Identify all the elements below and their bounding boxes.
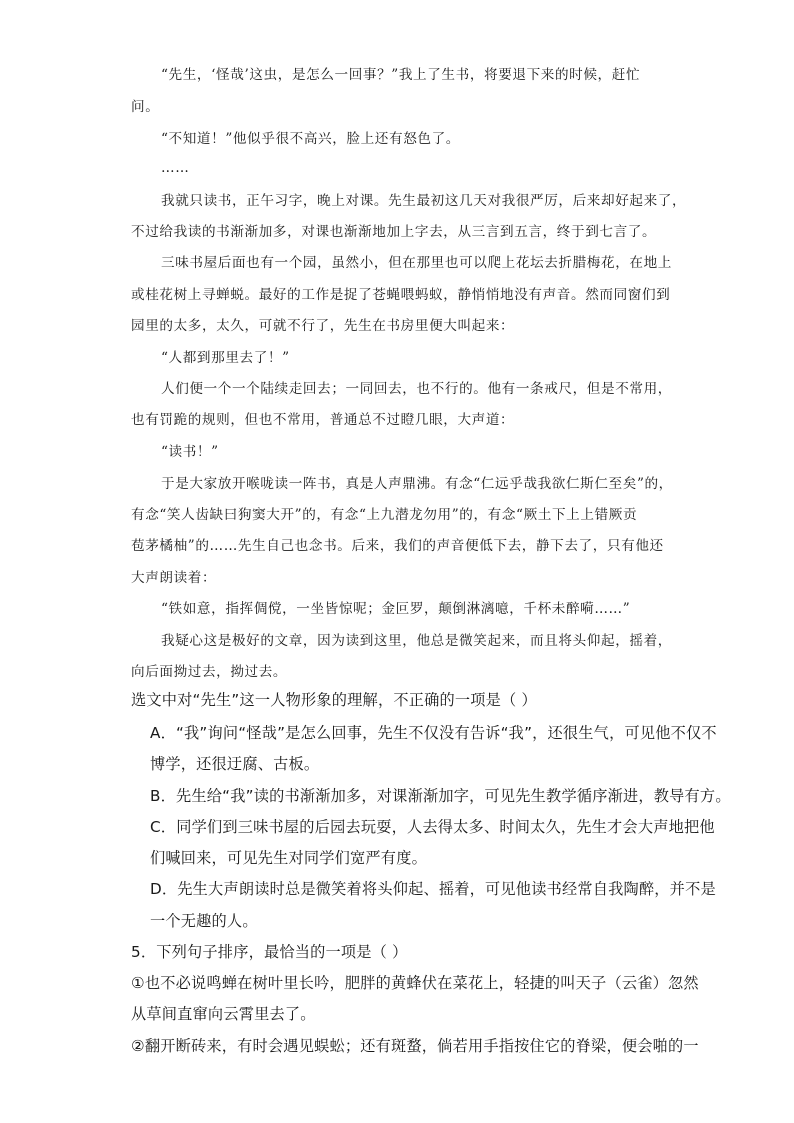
option-c: C．同学们到三味书屋的后园去玩耍，人去得太多、时间太久，先生才会大声地把他 [150, 818, 715, 836]
question-5-stem: 5．下列句子排序，最恰当的一项是（ ） [131, 943, 408, 961]
sentence-2: ②翻开断砖来，有时会遇见蜈蚣；还有斑蝥，倘若用手指按住它的脊梁，便会啪的一 [131, 1037, 699, 1055]
sentence-1: ①也不必说鸣蝉在树叶里长吟，肥胖的黄蜂伏在菜花上，轻捷的叫天子（云雀）忽然 [131, 974, 699, 992]
passage-line: “先生，‘怪哉’这虫，是怎么一回事？”我上了生书，将要退下来的时候，赶忙 [161, 67, 641, 83]
passage-line: 我就只读书，正午习字，晚上对课。先生最初这几天对我很严厉，后来却好起来了， [161, 193, 687, 209]
passage-line: 于是大家放开喉咙读一阵书，真是人声鼎沸。有念“仁远乎哉我欲仁斯仁至矣”的， [161, 476, 673, 492]
passage-line: 问。 [131, 99, 160, 115]
passage-line: 苞茅橘柚”的……先生自己也念书。后来，我们的声音便低下去，静下去了，只有他还 [131, 538, 664, 554]
passage-line: 我疑心这是极好的文章，因为读到这里，他总是微笑起来，而且将头仰起，摇着， [161, 633, 672, 649]
passage-line: …… [161, 160, 190, 176]
option-d-continued: 一个无趣的人。 [150, 912, 258, 930]
option-c-continued: 们喊回来，可见先生对同学们宽严有度。 [150, 849, 427, 867]
passage-line: “铁如意，指挥倜傥，一坐皆惊呢；金叵罗，颠倒淋漓噫，千杯未醉嗬……” [161, 601, 631, 617]
option-a-continued: 博学，还很迂腐、古板。 [150, 755, 320, 773]
passage-line: 也有罚跪的规则，但也不常用，普通总不过瞪几眼，大声道： [131, 412, 515, 428]
passage-line: 三味书屋后面也有一个园，虽然小，但在那里也可以爬上花坛去折腊梅花，在地上 [161, 255, 672, 271]
passage-line: 园里的太多，太久，可就不行了，先生在书房里便大叫起来： [131, 318, 515, 334]
passage-line: “读书！” [161, 444, 219, 460]
option-d: D．先生大声朗读时总是微笑着将头仰起、摇着，可见他读书经常自我陶醉，并不是 [150, 880, 716, 898]
passage-line: 不过给我读的书渐渐加多，对课也渐渐地加上字去，从三言到五言，终于到七言了。 [131, 224, 657, 240]
passage-line: 或桂花树上寻蝉蜕。最好的工作是捉了苍蝇喂蚂蚁，静悄悄地没有声音。然而同窗们到 [131, 287, 671, 303]
passage-line: “人都到那里去了！” [161, 350, 290, 366]
passage-line: “不知道！”他似乎很不高兴，脸上还有怒色了。 [161, 131, 460, 147]
question-stem: 选文中对“先生”这一人物形象的理解，不正确的一项是（ ） [131, 691, 537, 709]
sentence-1-continued: 从草间直窜向云霄里去了。 [131, 1005, 316, 1023]
passage-line: 人们便一个一个陆续走回去；一同回去，也不行的。他有一条戒尺，但是不常用， [161, 381, 672, 397]
option-b: B．先生给“我”读的书渐渐加多，对课渐渐加字，可见先生教学循序渐进，教导有方。 [150, 787, 731, 805]
passage-line: 有念“笑人齿缺曰狗窦大开”的，有念“上九潜龙勿用”的，有念“厥土下上上错厥贡 [131, 507, 638, 523]
option-a: A．“我”询问“怪哉”是怎么回事，先生不仅没有告诉“我”，还很生气，可见他不仅不 [150, 724, 717, 742]
passage-line: 向后面拗过去，拗过去。 [131, 664, 288, 680]
passage-line: 大声朗读着： [131, 570, 217, 586]
